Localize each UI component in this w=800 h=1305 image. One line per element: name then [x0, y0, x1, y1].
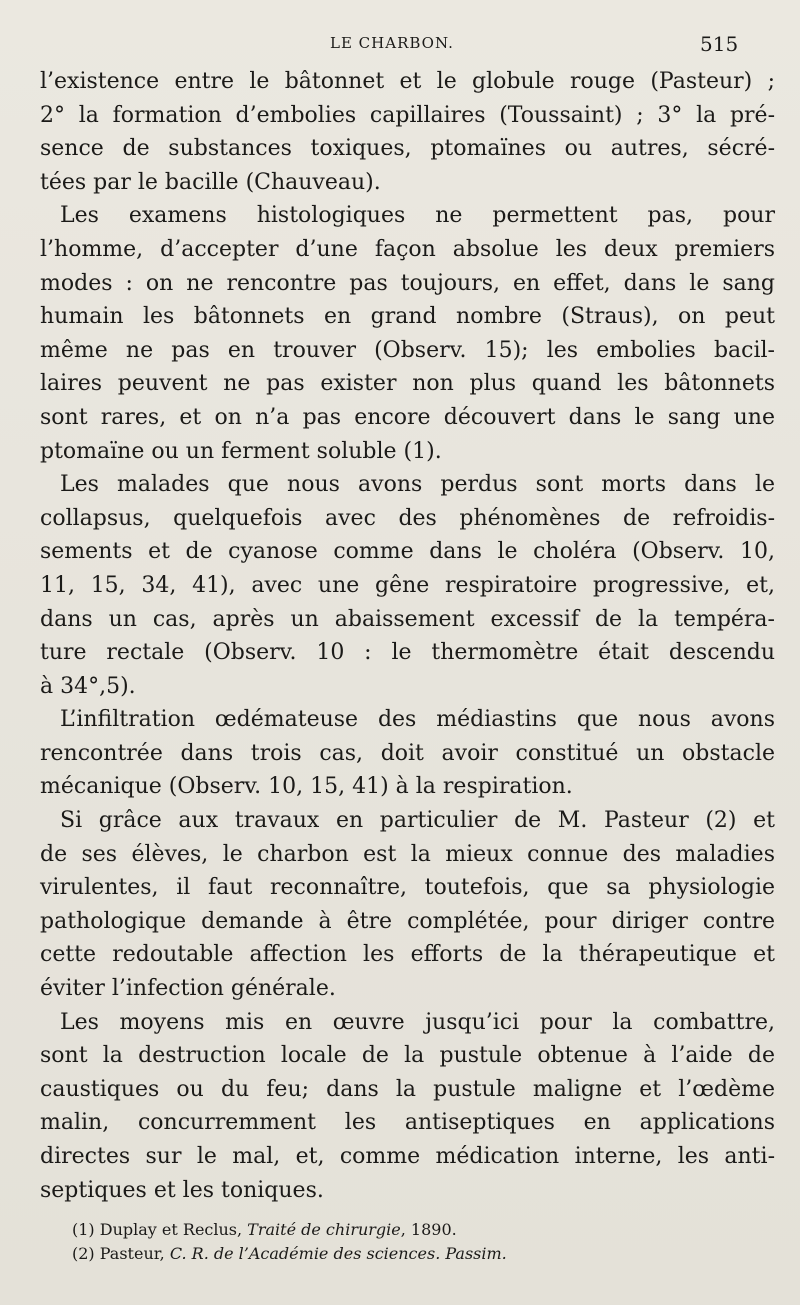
text-line: modes : on ne rencontre pas toujours, en effet, dans le sang — [40, 270, 775, 296]
text-line: collapsus, quelquefois avec des phénomènes de refroidis- — [40, 505, 775, 531]
text-line: sont la destruction locale de la pustule obtenue à l’aide de — [40, 1043, 775, 1069]
text-line: ptomaïne ou un ferment soluble (1). — [40, 438, 442, 464]
text-line: l’existence entre le bâtonnet et le globule rouge (Pasteur) ; — [40, 69, 775, 94]
text-line: septiques et les toniques. — [40, 1177, 324, 1203]
text-line: cette redoutable affection les efforts de la thérapeutique et — [40, 942, 775, 968]
text-line: pathologique demande à être complétée, pour diriger contre — [40, 908, 775, 934]
text-line: directes sur le mal, et, comme médication interne, les anti- — [40, 1144, 775, 1169]
text-line: dans un cas, après un abaissement excessif de la tempéra- — [40, 606, 775, 632]
text-line: Les moyens mis en œuvre jusqu’ici pour la combattre, — [60, 1009, 775, 1035]
text-line: Si grâce aux travaux en particulier de M. Pasteur (2) et — [60, 808, 775, 834]
text-line: ture rectale (Observ. 10 : le thermomètre était descendu — [40, 640, 775, 666]
text-line: sence de substances toxiques, ptomaïnes ou autres, sécré- — [40, 136, 775, 162]
text-line: virulentes, il faut reconnaître, toutefois, que sa physiologie — [40, 875, 775, 901]
text-line: éviter l’infection générale. — [40, 976, 336, 1002]
text-line: L’infiltration œdémateuse des médiastins que nous avons — [60, 707, 775, 733]
text-line: Les malades que nous avons perdus sont morts dans le — [60, 472, 775, 498]
footnote-prefix: (2) Pasteur, — [72, 1244, 170, 1263]
text-line: rencontrée dans trois cas, doit avoir constitué un obstacle — [40, 740, 775, 766]
footnote-suffix: , 1890. — [400, 1220, 457, 1239]
text-line: sements et de cyanose comme dans le choléra (Observ. 10, — [40, 539, 775, 565]
text-line: laires peuvent ne pas exister non plus quand les bâtonnets — [40, 371, 775, 397]
text-line: sont rares, et on n’a pas encore découvert dans le sang une — [40, 404, 775, 430]
page-number: 515 — [700, 32, 739, 56]
text-line: mécanique (Observ. 10, 15, 41) à la respiration. — [40, 774, 573, 800]
page-header — [0, 32, 800, 60]
text-line: même ne pas en trouver (Observ. 15); les embolies bacil- — [40, 337, 775, 363]
text-line: de ses élèves, le charbon est la mieux connue des maladies — [40, 841, 775, 867]
text-line: malin, concurremment les antiseptiques en applications — [40, 1110, 775, 1136]
footnotes — [72, 1218, 752, 1266]
footnote-title: Traité de chirurgie — [247, 1220, 401, 1239]
text-line: 11, 15, 34, 41), avec une gêne respiratoire progressive, et, — [40, 572, 775, 598]
footnote-prefix: (1) Duplay et Reclus, — [72, 1220, 248, 1239]
footnote-title: C. R. de l’Académie des sciences. Passim. — [169, 1244, 507, 1263]
text-line: l’homme, d’accepter d’une façon absolue les deux premiers — [40, 236, 775, 262]
text-line: humain les bâtonnets en grand nombre (Straus), on peut — [40, 304, 775, 330]
text-line: 2° la formation d’embolies capillaires (Toussaint) ; 3° la pré- — [40, 102, 775, 128]
text-line: à 34°,5). — [40, 673, 136, 699]
text-line: caustiques ou du feu; dans la pustule maligne et l’œdème — [40, 1076, 775, 1102]
body-text — [40, 65, 775, 1207]
footnote — [72, 1218, 752, 1242]
text-line: Les examens histologiques ne permettent pas, pour — [60, 203, 775, 229]
text-line: tées par le bacille (Chauveau). — [40, 169, 381, 195]
running-head: LE CHARBON. — [330, 34, 454, 52]
footnote — [72, 1242, 752, 1266]
